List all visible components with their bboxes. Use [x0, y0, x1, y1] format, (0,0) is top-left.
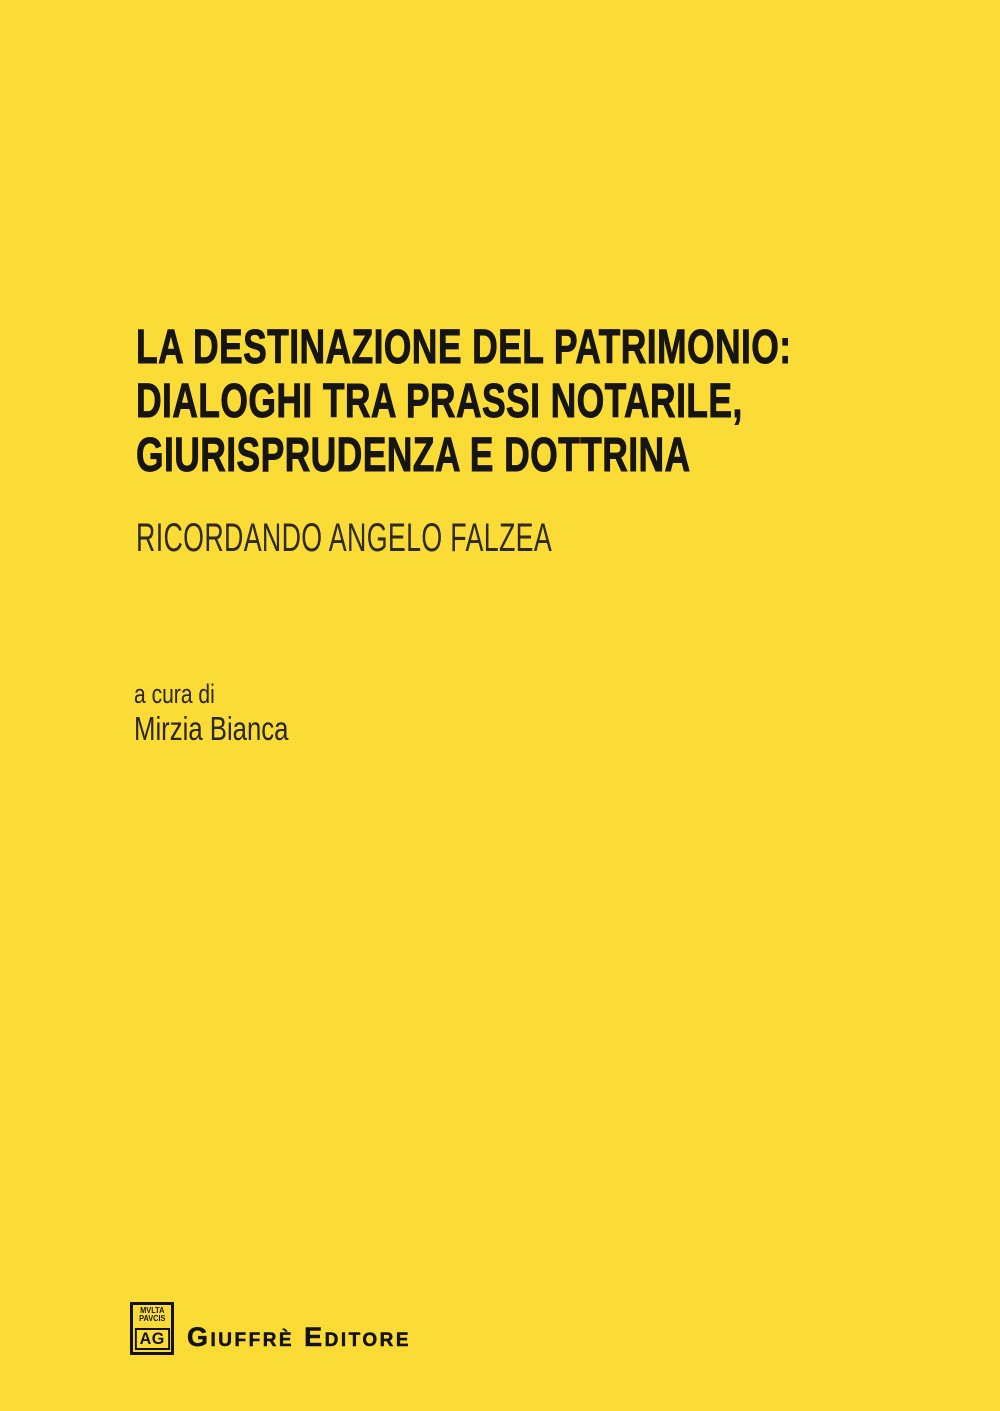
curator-label: a cura di: [134, 679, 215, 709]
book-title: [136, 321, 791, 483]
emblem-motto: [139, 1307, 165, 1322]
emblem-motto-line-1: MVLTA: [139, 1306, 165, 1315]
publisher-name: Giuffrè Editore: [187, 1322, 412, 1352]
publisher-emblem-icon: [130, 1302, 174, 1355]
book-title-line-2: DIALOGHI TRA PRASSI NOTARILE,: [136, 375, 743, 428]
emblem-motto-line-2: PAVCIS: [138, 1313, 166, 1323]
byline: [134, 678, 289, 747]
publisher-row: [130, 1302, 530, 1356]
book-title-line-3: GIURISPRUDENZA E DOTTRINA: [136, 429, 691, 482]
curator-name: Mirzia Bianca: [134, 710, 289, 747]
book-subtitle: RICORDANDO ANGELO FALZEA: [136, 516, 553, 560]
emblem-initials: AG: [135, 1328, 170, 1350]
book-title-line-1: LA DESTINAZIONE DEL PATRIMONIO:: [136, 321, 792, 374]
